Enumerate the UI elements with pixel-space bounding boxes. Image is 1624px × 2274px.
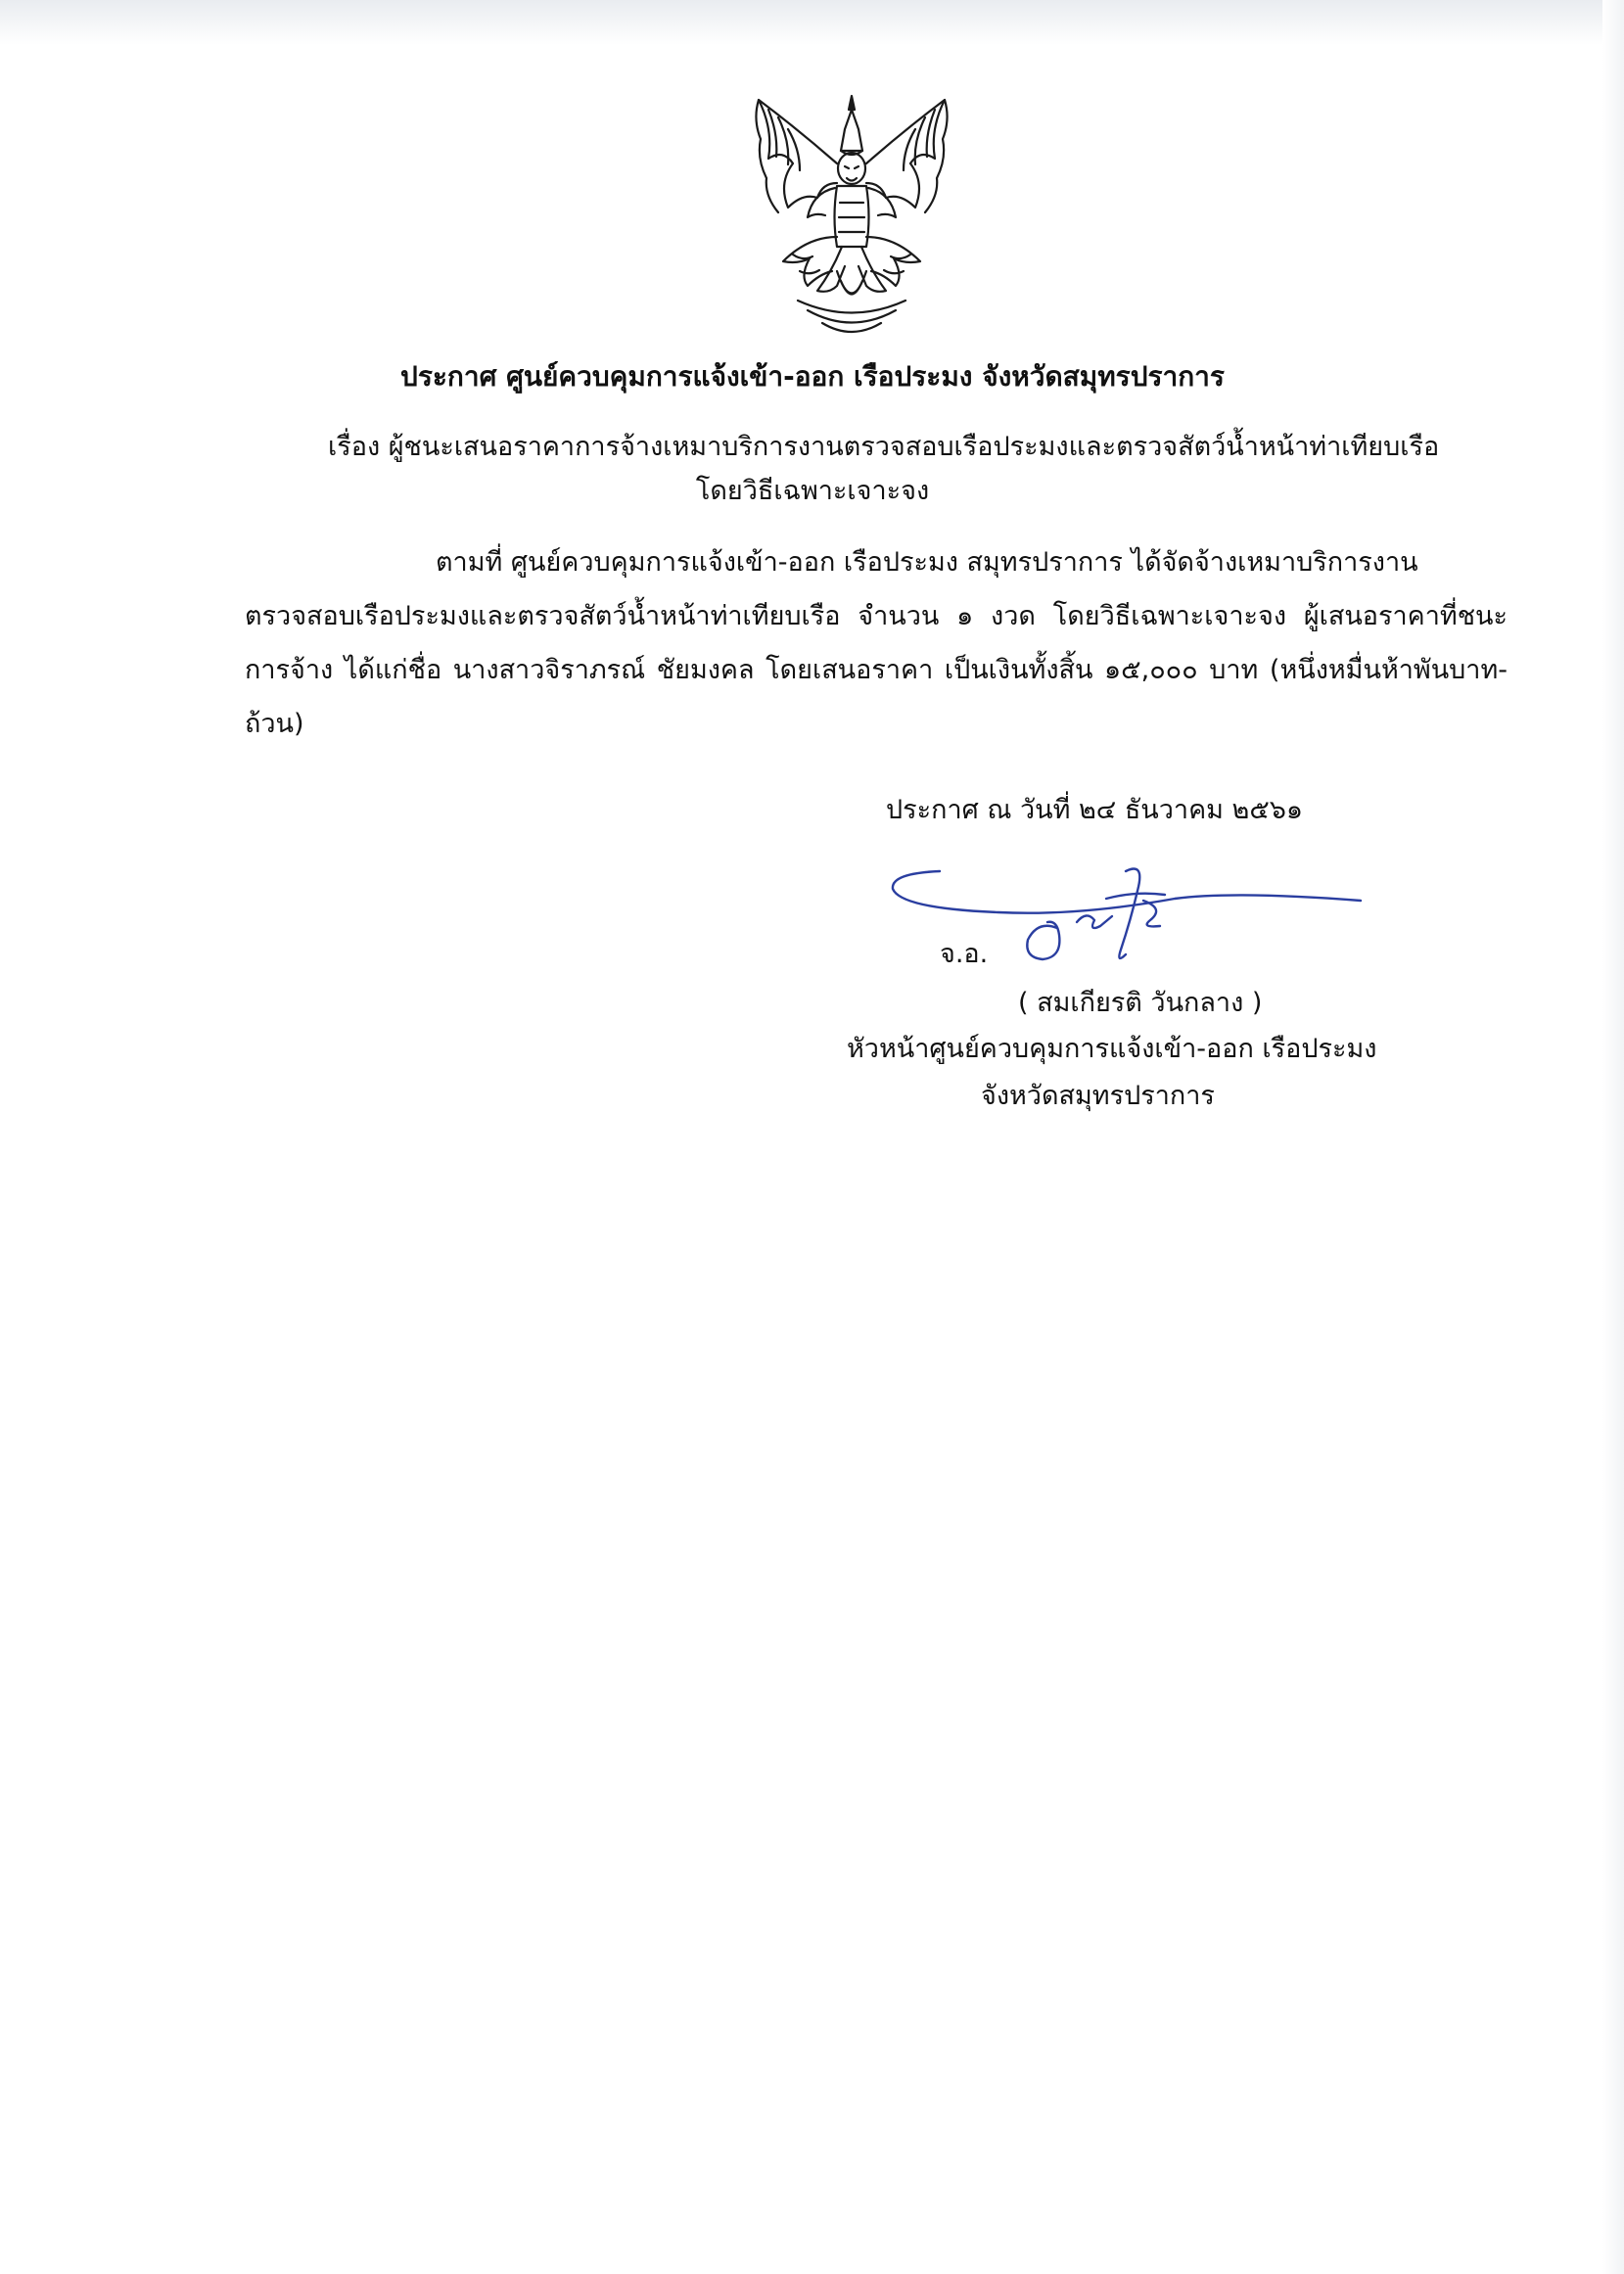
body-paragraph-line-4: ถ้วน)	[245, 709, 304, 739]
announcement-date: ประกาศ ณ วันที่ ๒๔ ธันวาคม ๒๕๖๑	[886, 795, 1304, 825]
body-paragraph-line-1: ตามที่ ศูนย์ควบคุมการแจ้งเข้า-ออก เรือประมง สมุทรปราการ ได้จัดจ้างเหมาบริการงาน	[436, 547, 1418, 578]
signer-position-line-2: จังหวัดสมุทรปราการ	[981, 1081, 1215, 1111]
handwritten-signature	[881, 861, 1370, 998]
subject-line-1: เรื่อง ผู้ชนะเสนอราคาการจ้างเหมาบริการงานตรวจสอบเรือประมงและตรวจสัตว์น้ำหน้าท่าเทียบเรือ	[328, 432, 1440, 462]
scan-top-shadow	[0, 0, 1624, 45]
scan-right-shadow	[1602, 0, 1624, 2274]
signer-position-line-1: หัวหน้าศูนย์ควบคุมการแจ้งเข้า-ออก เรือประมง	[847, 1034, 1377, 1064]
signer-rank: จ.อ.	[940, 939, 989, 969]
announcement-title: ประกาศ ศูนย์ควบคุมการแจ้งเข้า-ออก เรือประมง จังหวัดสมุทรปราการ	[400, 360, 1225, 393]
body-paragraph-line-3: การจ้าง ได้แก่ชื่อ นางสาวจิราภรณ์ ชัยมงคล โดยเสนอราคา เป็นเงินทั้งสิ้น ๑๕,๐๐๐ บาท (หนึ่งหมื่นห้าพันบาท-	[245, 655, 1508, 685]
garuda-emblem-icon	[739, 90, 964, 347]
signer-name: ( สมเกียรติ วันกลาง )	[1018, 988, 1263, 1018]
body-paragraph-line-2: ตรวจสอบเรือประมงและตรวจสัตว์น้ำหน้าท่าเทียบเรือ จำนวน ๑ งวด โดยวิธีเฉพาะเจาะจง ผู้เสนอราคาที่ชนะ	[245, 601, 1508, 631]
subject-line-2: โดยวิธีเฉพาะเจาะจง	[695, 476, 930, 506]
